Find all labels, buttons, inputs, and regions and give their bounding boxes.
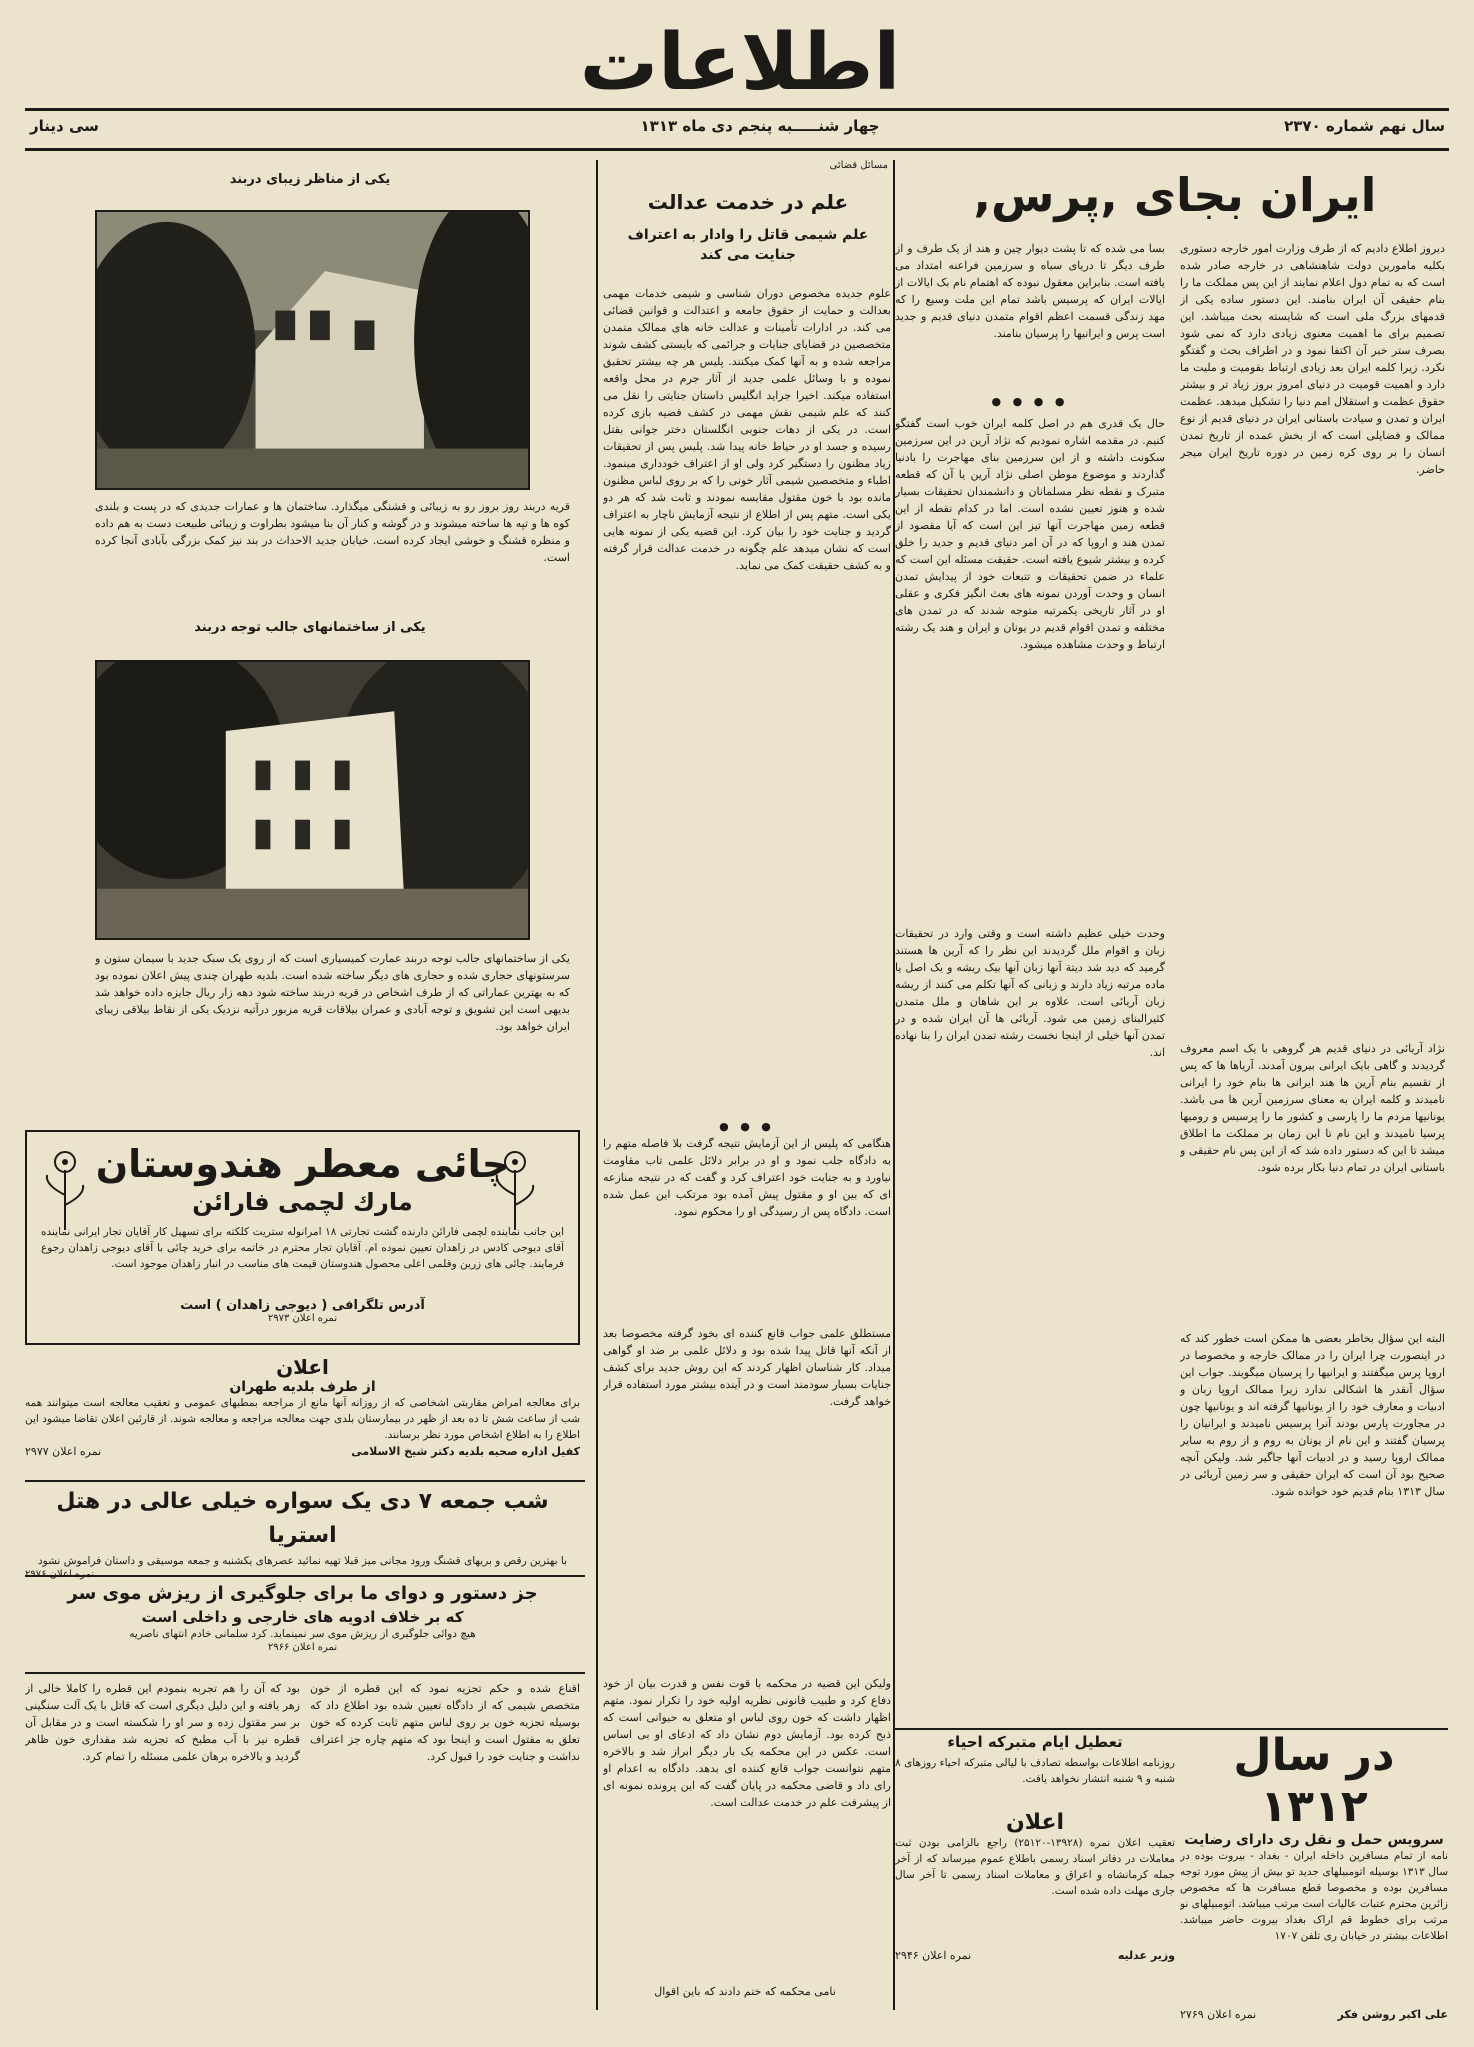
divider [25, 1480, 585, 1482]
section-divider: ● ● ● ● [991, 395, 1069, 408]
bottom-text-col2: اقناع شده و حکم تجزیه نمود که این قطره از خون متخصص شیمی که از دادگاه تعیین شده بود اطلاع داد که بوسیله تجزیه خون بر روی لباس متهم ثابت کرده که خون تعلق به مقتول است و اینجا بود که متهم چاره جز اعتراف نداشت و جنایت خود را قبول کرد. [310, 1682, 580, 1763]
travel-ad-subtitle: سرویس حمل و نقل ری دارای رضایت [1184, 1832, 1444, 1848]
hotel-ad-body: با بهترین رقص و بریهای قشنگ ورود مجانی میز قبلا تهیه نمائید عصرهای یکشنبه و جمعه موسیقی و داستان فراموش نشود [37, 1555, 568, 1567]
lead-article-col2b: حال یک قدری هم در اصل کلمه ایران خوب است گفتگو کنیم. در مقدمه اشاره نمودیم که نژاد آرین در این سرزمین سکونت داشته و از این سرزمین بنای مهاجرت را بادنیا گذاردند و موضوع موطن اصلی نژاد آرین یا آن که قطعه متبرک و نقطه نظر مسلمانان و دانشمندان تحقیقات بسیار شده و هنوز تعیین نشده است. اما در کدام نقطه از این قطعه زمین مهاجرت آنها تیز این است که آیا مقصود از تمدن هند و اروپا که در آن امر دنیای قدیم و جدید را خلق کرده و بیشتر شیوع یافته است. حقیقت مسئله این است که علماء در ضمن تحقیقات و تتبعات خود از پیدایش تمدن انسان و وحدت آوردن نمونه های بعث انگیز فکری و عقلی او در آثار تاریخی یکمرتبه متوجه شدند که در تمدن های مختلفه و تمدن اقوام قدیم در یونان و ایران و هند یک رشته ارتباط و وحدت مشاهده میشود. [895, 417, 1165, 651]
travel-ad-body: نامه از تمام مسافرین داخله ایران - بغداد - بیروت بوده در سال ۱۳۱۳ بوسیله اتومبیلهای جدید تو بیش از پیش مورد توجه مسافرین بوده و مخصوصا قطع مسافرت ها که مخصوص زائرین محترم عتبات عالیات است مرتب میباشد. اتومبیلهای نو مرتب برای خطوط قم اراک بغداد بیروت حاضر میباشد. اطلاعات بیشتر در خیابان ری تلفن ۱۷۰۷ [1180, 1850, 1448, 1942]
bottom-text-col1: بود که آن را هم تجربه بنمودم این قطره را کاملا خالی از زهر یافته و این دلیل دیگری است که قاتل با یک آلت سنگینی بر سر مقتول زده و سر او را شکسته است و در مقابل آن قطره نیز با آب مطبخ که تجزیه شد مقداری خون ظاهر گردید و بالاخره برهان علمی مسئله را تمام کرد. [25, 1682, 300, 1763]
travel-ad-title: در سال ۱۳۱۲ [1233, 1730, 1395, 1832]
issue-price: سی دینار [30, 117, 99, 135]
hotel-advertisement [25, 1485, 580, 1570]
darband-landscape-photo [95, 210, 530, 490]
darband-building-photo [95, 660, 530, 940]
municipality-notice [25, 1355, 580, 1480]
justice-body-4: ولیکن این قضیه در محکمه با قوت نفس و قدرت بیان از خود دفاع کرد و طبیب قانونی نظریه اولیه خود را تکرار نمود. متهم اظهار داشت که خون روی لباس او متعلق به حیوانی است که ذبح کرده بود. آزمایش دوم نشان داد که ادعای او بی اساس است. عکس در این محکمه یک بار دیگر ابراز شد و بالاخره متهم نتوانست جواب قانع کننده ای بدهد. دادگاه به اعدام او رای داد و قاضی محکمه در پایان گفت که این پرونده نمونه ای از پیشرفت علم در خدمت عدالت است. [603, 1677, 891, 1809]
tea-ad-notice-number: نمره اعلان ۲۹۷۳ [267, 1313, 338, 1324]
tea-ad-title: چائی معطر هندوستان [95, 1142, 510, 1186]
justice-ministry-notice [895, 1810, 1175, 2010]
tea-ad-subtitle: مارك لچمی فارائن [192, 1188, 413, 1216]
newspaper-masthead: اطلاعات [579, 18, 901, 108]
travel-ad-signature: علی اکبر روشن فکر [1337, 2008, 1448, 2021]
lead-article-col5: البته این سؤال بخاطر بعضی ها ممکن است خطور کند که در اینصورت چرا ایران را در ممالک خارجه و مخصوصا در اروپا پرس میگفتند و ایرانیها را پرسیان میگویند. جواب این سؤال آنقدر ها اشکالی ندارد زیرا ممالک اروپا زبان و ادبیات و معارف خود را از یونانیها گرفته اند و یونانیها چون در مجاورت پارس بودند آنرا پرسیس نامیدند و ایرانیان را پرسیان گفتند و این نام از یونان به روم و از روم به سایر ممالک اروپا رسید و در ادبیات آنها جاگیر شد. ولیکن آنچه صحیح بود آن است که ایران حقیقی و سر زمین آریائی در سال ۱۳۱۳ بنام قدیم خود خوانده شود. [1180, 1332, 1445, 1498]
hair-ad-notice-number: نمره اعلان ۲۹۶۶ [267, 1642, 338, 1653]
justice-kicker: مسائل قضائی [829, 160, 888, 171]
travel-ad-notice-number: نمره اعلان ۲۷۶۹ [1180, 2008, 1257, 2021]
justice-title: علم در خدمت عدالت [647, 190, 849, 214]
hair-ad-subtitle: که بر خلاف ادویه های خارجی و داخلی است [141, 1608, 464, 1626]
lead-article-title: ایران بجای ,پرس, [973, 168, 1377, 222]
lead-article-col3: وحدت خیلی عظیم داشته است و وقتی وارد در تحقیقات زبان و اقوام ملل گردیدند این نظر را که آرین ها هستند گرمید که دید شد دیتة آنها زبان آنها بیک ریشه و یک اصل یا ماده مرتبه زیاد دارند و زبانی که آنها تکلم می کنند از ریشه زبان آریائی است. علاوه بر این شاهان و ملل متمدن کثیرالبنای زمین می شود. آریائی ها آن ایران شده و در تمدن آنها خیلی از اینجا نخست رشته تمدن ایران را بنا نهاده اند. [895, 927, 1165, 1059]
hair-remedy-advertisement [25, 1580, 580, 1670]
masthead-rule-top [25, 108, 1449, 111]
holiday-notice-body: روزنامه اطلاعات بواسطه تصادف با لیالی متبرکه احیاء روزهای ۸ شنبه و ۹ شنبه انتشار نخواهد یافت. [895, 1757, 1175, 1785]
flower-ornament-icon [35, 1140, 95, 1230]
justice-ministry-signature: وزیر عدلیه [1117, 1949, 1175, 1962]
masthead-rule-bottom [25, 148, 1449, 151]
justice-body: علوم جدیده مخصوص دوران شناسی و شیمی خدمات مهمی بعدالت و حمایت از حقوق جامعه و اعتدالت و قوانین قضائی می کند. در ادارات تأمینات و عدالت خانه های ممالک متمدن متخصصین در قضایای جنایات و جرائمی که بایستی کشف شوند مراجعه شده و به آنها کمک میکنند. پلیس هر چه بیشتر تحقیق نموده و با وسائل علمی جدید از آثار جرم در محل واقعه استفاده میکند. اخیرا جراید انگلیس داستان جنایتی را نقل می کنند که علم شیمی نقش مهمی در کشف قضیه بازی کرده است. در یکی از دهات جنوبی انگلستان دختر جوانی بقتل رسیده و جسد او در حیاط خانه پیدا شد. پلیس پس از تحقیقات زیاد مظنون را دستگیر کرد ولی او از اعتراف خودداری مینمود. اطباء و متخصصین شیمی آثار خونی را که بر روی لباس مظنون مانده بود با خون مقتول مقایسه نمودند و ثابت شد که هر دو یکی است. متهم پس از اطلاع از نتیجه آزمایش ناچار به اعتراف گردید و جنایت خود را بیان کرد. این قضیه یکی از نمونه هایی است که نشان میدهد علم چگونه در خدمت عدالت قرار گرفته و به کشف حقیقت کمک می نماید. [603, 287, 891, 572]
issue-number: سال نهم شماره ۲۳۷۰ [1284, 117, 1445, 135]
photo2-text: یکی از ساختمانهای جالب توجه دربند عمارت کمیسیاری است که از روی یک سبک جدید با سیمان ستون و سرستونهای حجاری شده و حجاری های دیگر ساخته شده است. بلدیه طهران چندی پیش اعلان نموده بود که به بهترین عماراتی که از طرف اشخاص در قریه دربند ساخته شود دهه زار ریال جایزه داده خواهد شد بدیهی است این تشویق و توجه آبادی و عمران بیلاقات قریه مزبور درآتیه نزدیک یکی از نقاط بیلاقی زیبای ایران خواهد بود. [95, 952, 570, 1033]
photo1-caption: یکی از مناظر زیبای دربند [229, 172, 391, 187]
hair-ad-body: هیچ دوائی جلوگیری از ریزش موی سر نمینماید. کرد سلمانی خادم انتهای ناصریه [129, 1628, 476, 1640]
flower-ornament-icon [485, 1140, 545, 1230]
justice-body-3: مستطلق علمی جواب قانع کننده ای بخود گرفته مخصوصا بعد از آنکه آنها قاتل پیدا شده بود و دلائل علمی بر ضد او گواهی میداد. کار شناسان اظهار کردند که این روش جدید برای کشف جنایات بسیار سودمند است و در آینده بیشتر مورد استفاده قرار خواهد گرفت. [603, 1327, 891, 1408]
municipality-notice-from: از طرف بلدیه طهران [229, 1379, 376, 1395]
municipality-notice-title: اعلان [276, 1355, 329, 1379]
hair-ad-title: جز دستور و دوای ما برای جلوگیری از ریزش موی سر [67, 1583, 538, 1604]
lead-article-col1: دیروز اطلاع دادیم که از طرف وزارت امور خارجه دستوری بکلیه مامورین دولت شاهنشاهی در خارجه صادر شده است که به تمام دول اعلام نمایند از این پس مملکت ما را بنام حقیقی آن ایران بنامند. این دستور ساده یکی از قدمهای بزرگ ملی است که شایسته بحث میباشد. این تصمیم برای ما اهمیت معنوی زیادی دارد که نمی شود بصرف ستر خبر آن اکتفا نمود و در اطراف بحث و گفتگو نکرد. زیرا کلمه ایران بعد زیادی ارتباط بقومیت و ملیت ما دارد و اهمیت قومیت در دنیای امروز بروز زیاد تر و بیشتر حقوق عظمت و استقلال امم دنیا را تشکیل میدهد. عظمت ایران و تمدن و سیادت باستانی ایران در دنیای قدیم از نوع ممالک و فضایلی است که از بخش عمده از تاریخ تمدن انسان را بر روی کره زمین در دوره تاریخ ایران میجر حاضر. [1180, 242, 1445, 476]
justice-body-2: هنگامی که پلیس از این آزمایش نتیجه گرفت بلا فاصله متهم را به دادگاه جلب نمود و او در برابر دلائل علمی تاب مقاومت نیاورد و به جنایت خود اعتراف کرد و گفت که در نتیجه منازعه ای که بین او و مقتول پیش آمده بود مرتکب این عمل شده است. دادگاه پس از رسیدگی او را محکوم نمود. [603, 1137, 891, 1218]
lead-article-col2: بسا می شده که تا پشت دیوار چین و هند از یک طرف و از طرف دیگر تا دریای سیاه و سرزمین فراعنه امتداد می یافته است. بنابراین معقول نبوده که اهتمام نام بک ایالات از ایالات ایران که پرسیس باشد تمام این ملت وسیع را که مهد زندگی قسمت اعظم اقوام متمدن دنیای قدیم و جدید است پرس و ایرانیها را پرسیان بنامند. [895, 242, 1165, 340]
photo2-caption: یکی از ساختمانهای جالب توجه دربند [194, 620, 426, 635]
justice-ministry-notice-body: تعقیب اعلان نمره (۱۳۹۲۸-۲۵۱۲۰) راجع بالزامی بودن ثبت معاملات در دفاتر اسناد رسمی باطلاع عموم میرساند که از آخر جمله کرمانشاه و اعراق و معاملات اسناد رسمی تا آخر سال جاری مهلت داده شده است. [895, 1837, 1175, 1897]
travel-service-advertisement [1180, 1728, 1448, 2021]
holiday-notice-title: تعطیل ایام متبرکه احیاء [947, 1733, 1123, 1751]
justice-ministry-notice-title: اعلان [1005, 1810, 1065, 1835]
justice-ministry-notice-number: نمره اعلان ۲۹۴۶ [895, 1949, 972, 1962]
lead-article-col1b: نژاد آریائی در دنیای قدیم هر گروهی با یک اسم معروف گردیدند و گاهی بایک ایرانی بیرون آمدند. آریاها ها که پس از تقسیم بنام آرین ها هند ایرانی ها بنام خود را ایرانی نامیدند و کلمه ایران به معنای سرزمین آرین ها می باشد. یونانیها مردم ما را پارسی و کشور ما را پرسیس و رومیها پرسیا نامیدند و این نام تا این زمان بر مملکت ما اطلاق میشد تا این که دستور داده شد که از این پس نام حقیقی و باستانی ایران در تمام دنیا بکار برده شود. [1180, 1042, 1445, 1174]
photo1-text: قریه دربند روز بروز رو به زیبائی و قشنگی میگذارد. ساختمان ها و عمارات جدیدی که در پست و بلندی کوه ها و تپه ها ساخته میشوند و در گوشه و کنار آن بنا میشود بطراوت و زیبائی طبیعت دست به هم داده و منظره قشنگ و خوشی ایجاد کرده است. خیابان جدید الاحداث در بند نیز کمک بزرگی بآبادی آنجا کرده است. [95, 500, 570, 564]
justice-article-signoff: نامی محکمه که ختم دادند که باین اقوال [654, 1985, 836, 1998]
divider [25, 1672, 585, 1674]
justice-subtitle: علم شیمی قاتل را وادار به اعتراف جنایت می کند [627, 227, 869, 263]
divider [25, 1575, 585, 1577]
tea-ad-body: این جانب نماینده لچمی فارائن دارنده گشت تجارتی ۱۸ امرانوله ستریت کلکته برای تسهیل کار آقایان تجار ایرانی نماینده آقای دیوجی کادس در زاهدان تعیین نموده ام. آقایان تجار محترم در خاتمه برای خرید چائی با آقای دیوجی زاهدان رجوع فرمایند. چائی های زرین وقلمی اعلی محصول هندوستان قیمت های مناسب در انبار زاهدان موجود است. [41, 1226, 564, 1270]
municipality-notice-signature: کفیل اداره صحیه بلدیه دکتر شیخ الاسلامی [351, 1445, 580, 1458]
section-divider: ● ● ● [719, 1120, 775, 1133]
tea-ad-telegraph: آدرس تلگرافی ( دیوجی زاهدان ) است [180, 1298, 425, 1313]
municipality-notice-number: نمره اعلان ۲۹۷۷ [25, 1445, 102, 1458]
municipality-notice-body: برای معالجه امراض مقاربتی اشخاصی که از روزانه آنها مانع از مراجعه بمطبهای عمومی و تعقیب معالجه است میتوانند همه شب از ساعت شش تا ده بعد از ظهر در بیمارستان بلدی جهت معالجه مراجعه و معالجه شوند. از قارئین اعلان تقاضا میشود این اطلاع را به اطلاع اشخاص مورد نظر برسانند. [25, 1397, 580, 1441]
hotel-ad-title: شب جمعه ۷ دی یک سواره خیلی عالی در هتل استریا [56, 1489, 549, 1548]
issue-date: چهار شنـــــبه پنجم دی ماه ۱۳۱۳ [640, 117, 880, 135]
column-rule-left [596, 160, 598, 2010]
